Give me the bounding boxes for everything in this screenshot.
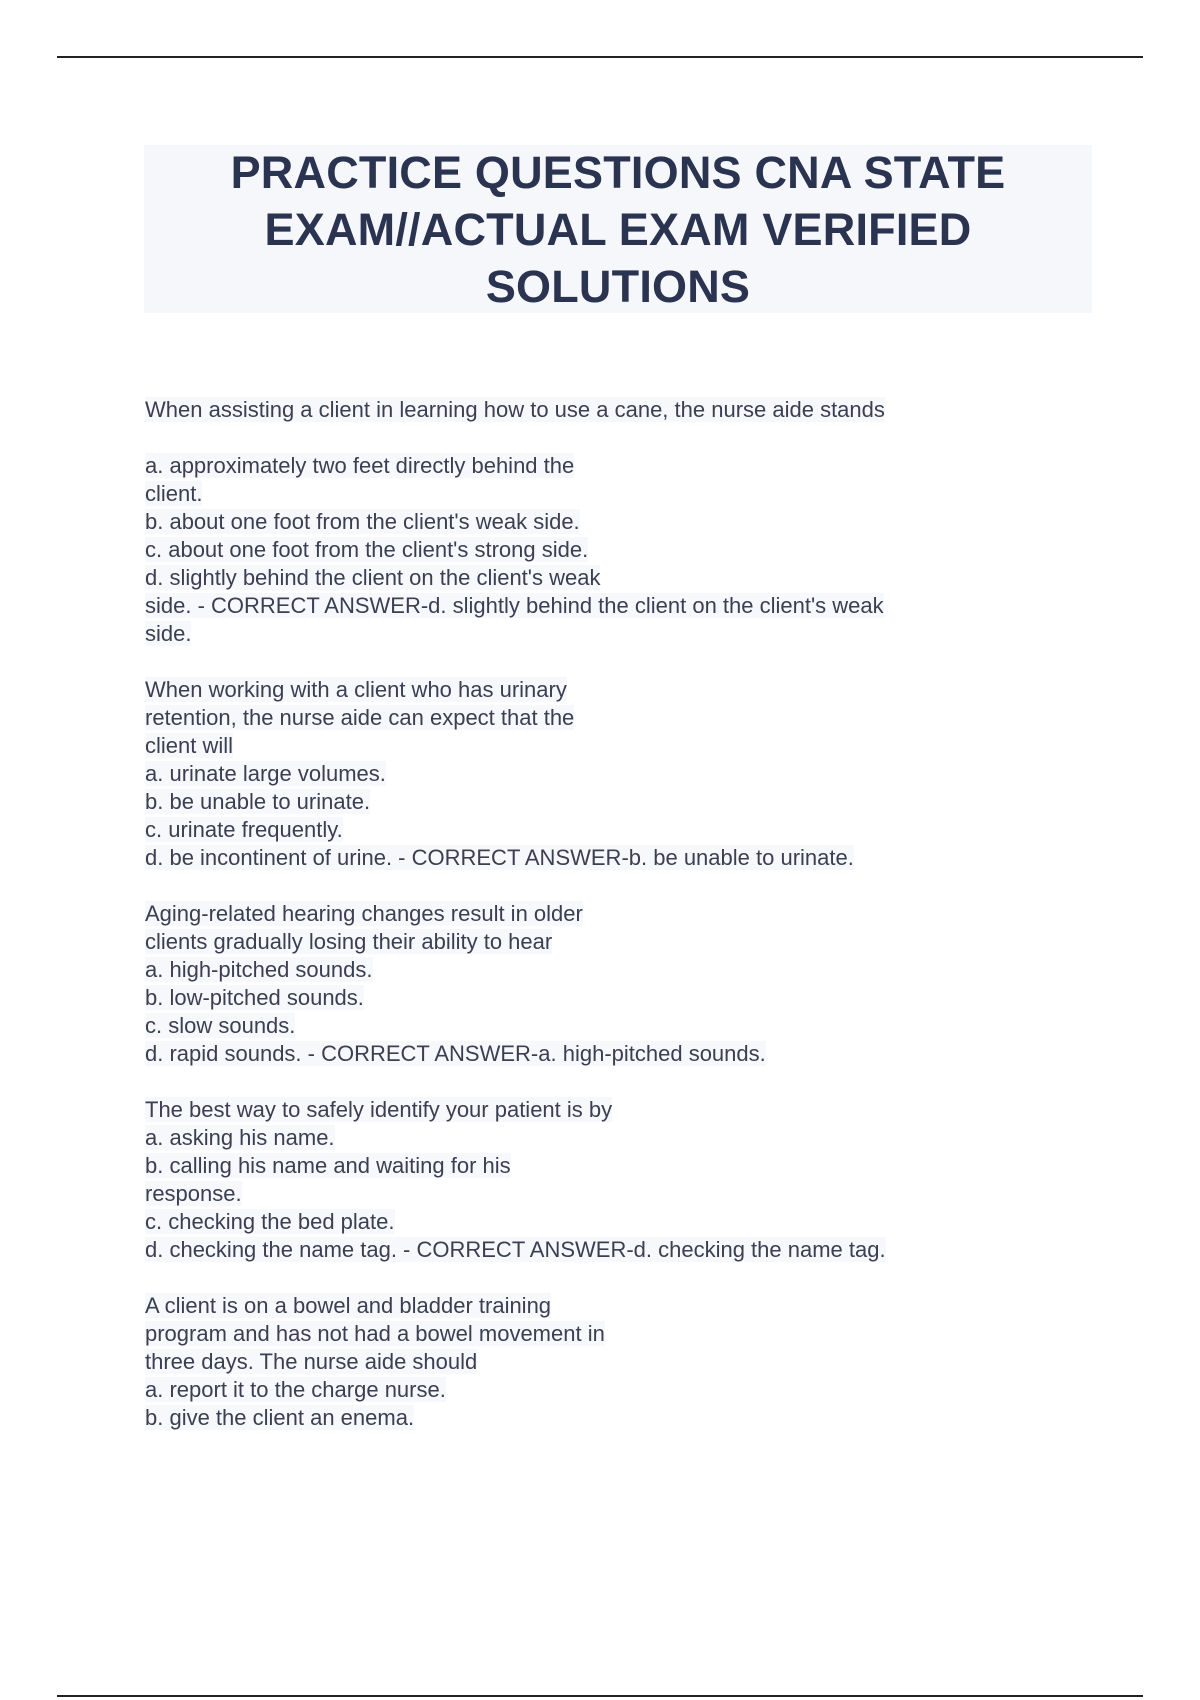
title-line: PRACTICE QUESTIONS CNA STATE	[230, 146, 1006, 198]
question-text: retention, the nurse aide can expect that the	[145, 705, 575, 730]
answer-option: b. low-pitched sounds.	[145, 985, 364, 1010]
answer-option: c. urinate frequently.	[145, 817, 343, 842]
answer-option: b. about one foot from the client's weak side.	[145, 509, 580, 534]
answer-option: a. asking his name.	[145, 1125, 335, 1150]
answer-option: a. report it to the charge nurse.	[145, 1377, 446, 1402]
question-text: client will	[145, 733, 234, 758]
question-block-1	[145, 396, 1105, 648]
question-text: program and has not had a bowel movement in	[145, 1321, 605, 1346]
blank-line	[145, 424, 1105, 452]
question-text: A client is on a bowel and bladder training	[145, 1293, 552, 1318]
answer-option: response.	[145, 1181, 242, 1206]
question-text: three days. The nurse aide should	[145, 1349, 478, 1374]
question-block-5	[145, 1292, 1105, 1432]
bottom-rule	[57, 1695, 1143, 1697]
question-block-2	[145, 676, 1105, 872]
correct-answer: side.	[145, 621, 192, 646]
question-text: Aging-related hearing changes result in older	[145, 901, 583, 926]
correct-answer: d. checking the name tag. - CORRECT ANSWER-d. checking the name tag.	[145, 1237, 886, 1262]
question-text: When working with a client who has urinary	[145, 677, 567, 702]
answer-option: a. high-pitched sounds.	[145, 957, 373, 982]
questions-list	[145, 396, 1105, 1460]
answer-option: d. slightly behind the client on the client's weak	[145, 565, 601, 590]
answer-option: a. approximately two feet directly behind the	[145, 453, 575, 478]
title-line: SOLUTIONS	[485, 260, 751, 312]
question-block-4	[145, 1096, 1105, 1264]
answer-option: client.	[145, 481, 203, 506]
title-banner	[144, 145, 1092, 313]
correct-answer: d. be incontinent of urine. - CORRECT ANSWER-b. be unable to urinate.	[145, 845, 854, 870]
document-title	[231, 144, 1006, 315]
top-rule	[57, 56, 1143, 58]
title-line: EXAM//ACTUAL EXAM VERIFIED	[264, 203, 972, 255]
question-block-3	[145, 900, 1105, 1068]
correct-answer: side. - CORRECT ANSWER-d. slightly behind the client on the client's weak	[145, 593, 884, 618]
answer-option: c. about one foot from the client's strong side.	[145, 537, 589, 562]
answer-option: a. urinate large volumes.	[145, 761, 386, 786]
answer-option: b. give the client an enema.	[145, 1405, 415, 1430]
question-text: The best way to safely identify your patient is by	[145, 1097, 613, 1122]
correct-answer: d. rapid sounds. - CORRECT ANSWER-a. high-pitched sounds.	[145, 1041, 766, 1066]
question-text: clients gradually losing their ability to hear	[145, 929, 553, 954]
answer-option: c. checking the bed plate.	[145, 1209, 395, 1234]
answer-option: b. calling his name and waiting for his	[145, 1153, 511, 1178]
question-text: When assisting a client in learning how to use a cane, the nurse aide stands	[145, 397, 885, 422]
answer-option: c. slow sounds.	[145, 1013, 296, 1038]
answer-option: b. be unable to urinate.	[145, 789, 371, 814]
